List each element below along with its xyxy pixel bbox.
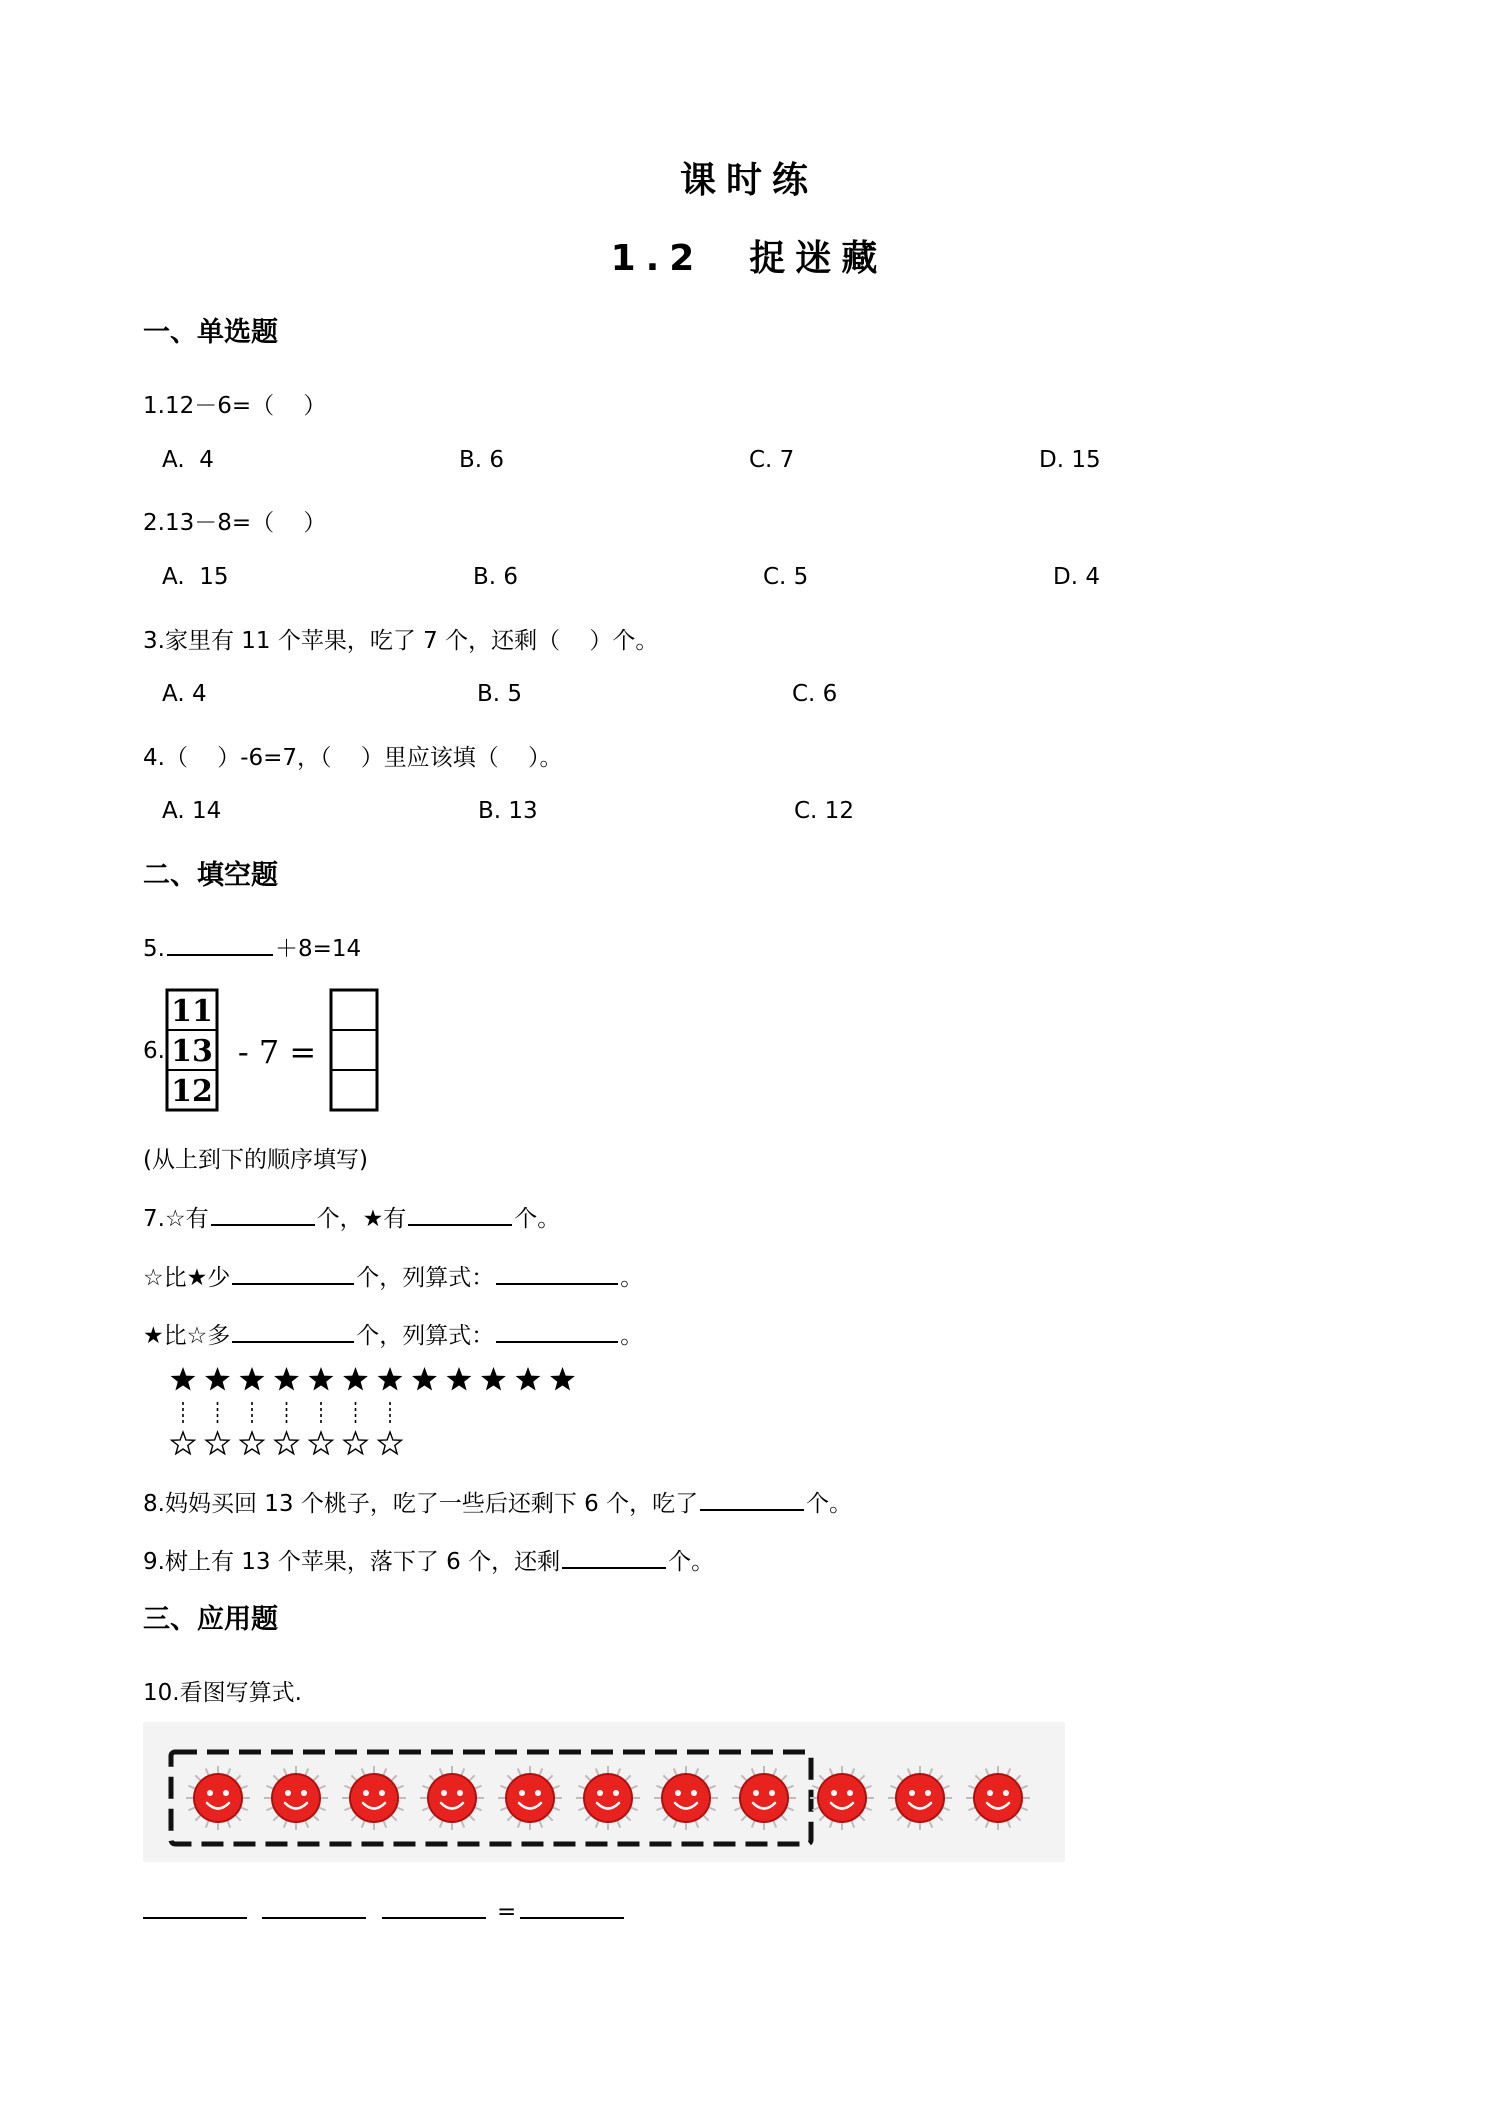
question-2-stem: 2.13－8=（ ） bbox=[143, 510, 327, 536]
text: 。 bbox=[620, 1265, 644, 1291]
smiley-sun-icon bbox=[498, 1766, 562, 1830]
question-10-stem: 10.看图写算式. bbox=[143, 1680, 302, 1706]
question-2-option-c[interactable]: C. 5 bbox=[763, 564, 809, 590]
smiley-sun-icon bbox=[186, 1766, 250, 1830]
column-number-1: 11 bbox=[171, 994, 213, 1029]
question-1-option-b[interactable]: B. 6 bbox=[459, 447, 505, 473]
black-star-icon bbox=[550, 1367, 575, 1391]
question-2-option-d[interactable]: D. 4 bbox=[1053, 564, 1100, 590]
text: ☆比★少 bbox=[143, 1265, 231, 1291]
answer-blank[interactable] bbox=[143, 1895, 247, 1919]
smiley-sun-figure bbox=[143, 1722, 1065, 1862]
question-3-stem: 3.家里有 11 个苹果，吃了 7 个，还剩（ ）个。 bbox=[143, 628, 659, 654]
smiley-sun-icon bbox=[264, 1766, 328, 1830]
white-star-icon bbox=[206, 1432, 229, 1454]
text: 7.☆有 bbox=[143, 1206, 209, 1232]
text: 8.妈妈买回 13 个桃子，吃了一些后还剩下 6 个，吃了 bbox=[143, 1491, 699, 1517]
question-6-prefix: 6. bbox=[143, 1038, 165, 1064]
section-heading-single-choice: 一、单选题 bbox=[143, 317, 278, 348]
smiley-sun-icon bbox=[576, 1766, 640, 1830]
smiley-sun-icon bbox=[966, 1766, 1030, 1830]
answer-blank[interactable] bbox=[408, 1202, 512, 1226]
text: ★比☆多 bbox=[143, 1323, 231, 1349]
answer-box-frame[interactable] bbox=[331, 990, 377, 1110]
answer-blank[interactable] bbox=[382, 1895, 486, 1919]
black-star-icon bbox=[447, 1367, 472, 1391]
answer-blank[interactable] bbox=[167, 932, 273, 956]
question-7-line-2 bbox=[143, 1259, 643, 1292]
white-star-icon bbox=[172, 1432, 195, 1454]
column-number-2: 13 bbox=[171, 1034, 213, 1069]
smiley-sun-icon bbox=[888, 1766, 952, 1830]
black-star-icon bbox=[412, 1367, 437, 1391]
question-7-line-1 bbox=[143, 1200, 560, 1233]
answer-blank[interactable] bbox=[520, 1895, 624, 1919]
answer-blank[interactable] bbox=[262, 1895, 366, 1919]
text: 个。 bbox=[514, 1206, 561, 1232]
black-star-icon bbox=[240, 1367, 265, 1391]
question-6-note: (从上到下的顺序填写) bbox=[143, 1147, 368, 1173]
question-4-option-b[interactable]: B. 13 bbox=[478, 798, 538, 824]
answer-blank[interactable] bbox=[232, 1261, 354, 1285]
star-comparison-figure bbox=[165, 1362, 585, 1462]
text: 9.树上有 13 个苹果，落下了 6 个，还剩 bbox=[143, 1549, 561, 1575]
answer-blank[interactable] bbox=[496, 1261, 618, 1285]
question-5-prefix: 5. bbox=[143, 936, 165, 962]
equals-sign: = bbox=[496, 1899, 517, 1925]
smiley-sun-icon bbox=[810, 1766, 874, 1830]
question-4-option-c[interactable]: C. 12 bbox=[794, 798, 854, 824]
black-star-icon bbox=[171, 1367, 196, 1391]
question-5-suffix: ＋8=14 bbox=[274, 936, 362, 962]
black-star-icon bbox=[343, 1367, 368, 1391]
question-8 bbox=[143, 1485, 852, 1518]
answer-blank[interactable] bbox=[232, 1319, 354, 1343]
question-7-line-3 bbox=[143, 1317, 643, 1350]
question-1-stem: 1.12－6=（ ） bbox=[143, 393, 327, 419]
question-2-option-a[interactable]: A. 15 bbox=[162, 564, 229, 590]
white-star-icon bbox=[310, 1432, 333, 1454]
black-star-icon bbox=[516, 1367, 541, 1391]
question-4-option-a[interactable]: A. 14 bbox=[162, 798, 222, 824]
answer-blank[interactable] bbox=[700, 1487, 804, 1511]
section-heading-application: 三、应用题 bbox=[143, 1604, 278, 1635]
question-10-answer-row bbox=[143, 1895, 624, 1925]
question-9 bbox=[143, 1543, 714, 1576]
black-star-icon bbox=[378, 1367, 403, 1391]
white-star-icon bbox=[379, 1432, 402, 1454]
question-4-stem: 4.（ ）-6=7，（ ）里应该填（ ）。 bbox=[143, 745, 563, 771]
page-title: 课时练 bbox=[679, 160, 818, 201]
text: 个，★有 bbox=[316, 1206, 407, 1232]
answer-blank[interactable] bbox=[562, 1545, 666, 1569]
question-5 bbox=[143, 930, 361, 963]
smiley-sun-icon bbox=[342, 1766, 406, 1830]
operator-minus-seven: - 7 = bbox=[237, 1033, 317, 1071]
column-number-3: 12 bbox=[171, 1074, 213, 1109]
text: 个。 bbox=[668, 1549, 715, 1575]
black-star-icon bbox=[309, 1367, 334, 1391]
black-star-icon bbox=[205, 1367, 230, 1391]
text: 个，列算式： bbox=[356, 1323, 495, 1349]
text: 。 bbox=[620, 1323, 644, 1349]
question-6-figure bbox=[165, 988, 395, 1114]
smiley-sun-icon bbox=[732, 1766, 796, 1830]
answer-blank[interactable] bbox=[211, 1202, 315, 1226]
question-1-option-a[interactable]: A. 4 bbox=[162, 447, 214, 473]
question-2-option-b[interactable]: B. 6 bbox=[473, 564, 519, 590]
text: 个，列算式： bbox=[356, 1265, 495, 1291]
black-star-icon bbox=[274, 1367, 299, 1391]
question-3-option-b[interactable]: B. 5 bbox=[477, 681, 523, 707]
section-heading-fill-blank: 二、填空题 bbox=[143, 860, 278, 891]
white-star-icon bbox=[241, 1432, 264, 1454]
question-3-option-c[interactable]: C. 6 bbox=[792, 681, 838, 707]
white-star-icon bbox=[344, 1432, 367, 1454]
text: 个。 bbox=[806, 1491, 853, 1517]
question-1-option-c[interactable]: C. 7 bbox=[749, 447, 795, 473]
white-star-icon bbox=[275, 1432, 298, 1454]
smiley-sun-icon bbox=[420, 1766, 484, 1830]
smiley-sun-icon bbox=[654, 1766, 718, 1830]
answer-blank[interactable] bbox=[496, 1319, 618, 1343]
question-3-option-a[interactable]: A. 4 bbox=[162, 681, 207, 707]
page-subtitle: 1.2 捉迷藏 bbox=[610, 238, 888, 279]
black-star-icon bbox=[481, 1367, 506, 1391]
question-1-option-d[interactable]: D. 15 bbox=[1039, 447, 1101, 473]
